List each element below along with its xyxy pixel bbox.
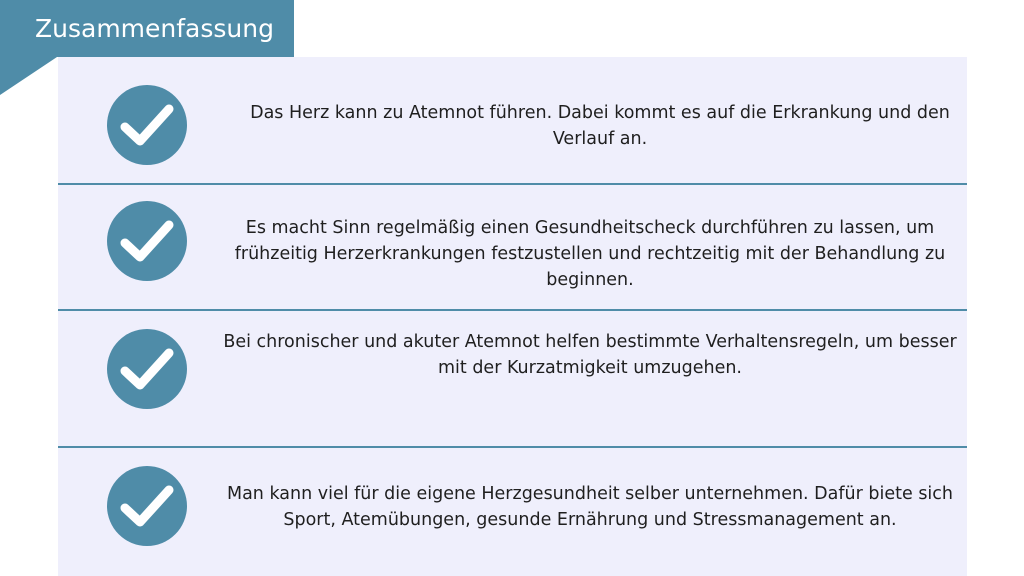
summary-text: Das Herz kann zu Atemnot führen. Dabei kommt es auf die Erkrankung und den Verlauf an. xyxy=(250,103,950,149)
summary-panel xyxy=(58,57,967,576)
summary-item xyxy=(58,185,967,309)
checkmark-icon xyxy=(107,201,187,281)
summary-item xyxy=(58,57,967,183)
banner-fold xyxy=(0,57,57,95)
page-title: Zusammenfassung xyxy=(0,0,294,57)
summary-item xyxy=(58,448,967,576)
summary-text: Es macht Sinn regelmäßig einen Gesundheitscheck durchführen zu lassen, um frühzeitig Herzerkrankungen festzustellen und rechtzeitig mit der Behandlung zu beginnen. xyxy=(234,218,946,290)
checkmark-icon xyxy=(107,329,187,409)
summary-text: Man kann viel für die eigene Herzgesundheit selber unternehmen. Dafür biete sich Sport, Atemübungen, gesunde Ernährung und Stressmanagement an. xyxy=(226,484,954,530)
checkmark-icon xyxy=(107,85,187,165)
checkmark-icon xyxy=(107,466,187,546)
summary-item xyxy=(58,311,967,445)
summary-text: Bei chronischer und akuter Atemnot helfen bestimmte Verhaltensregeln, um besser mit der Kurzatmigkeit umzugehen. xyxy=(223,332,957,378)
